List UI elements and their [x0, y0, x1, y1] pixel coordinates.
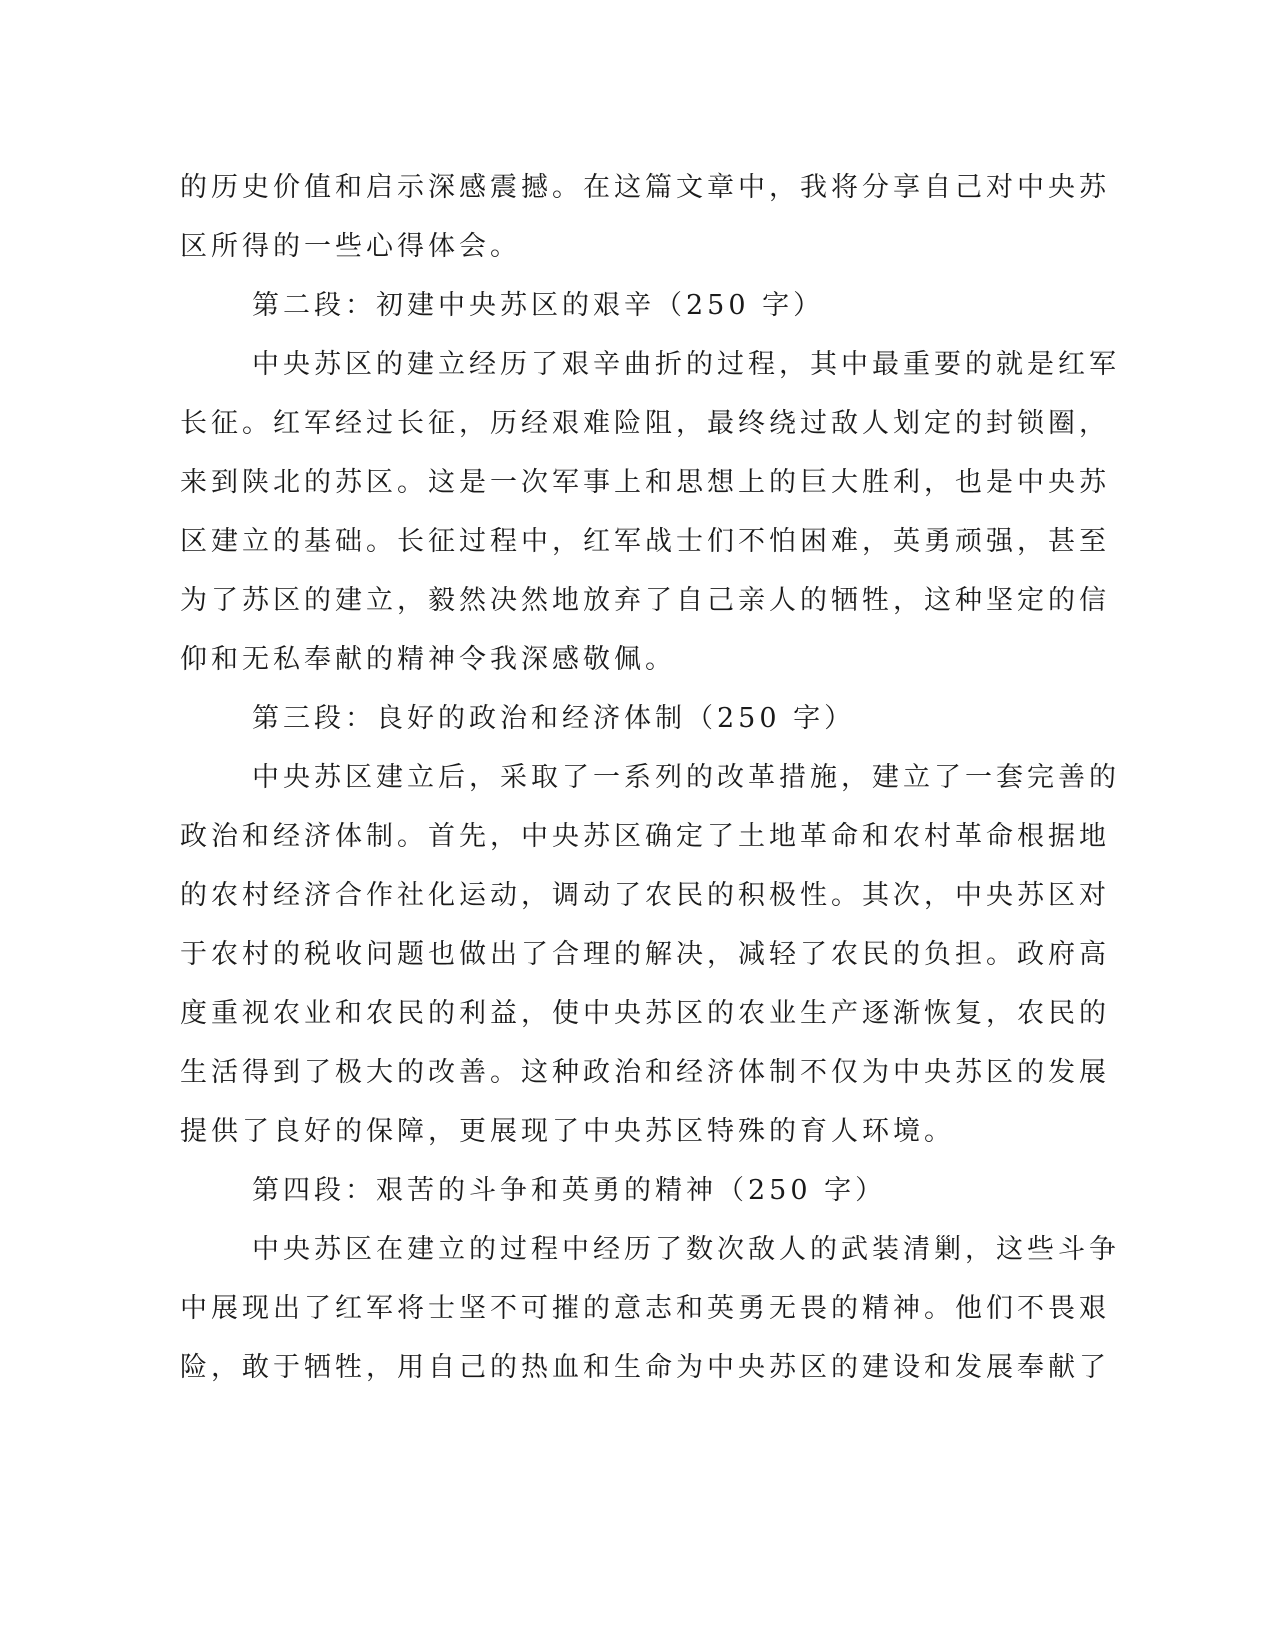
paragraph-line: 度重视农业和农民的利益，使中央苏区的农业生产逐渐恢复，农民的 — [180, 998, 1110, 1029]
paragraph-line: 区所得的一些心得体会。 — [180, 231, 521, 262]
paragraph-line: 来到陕北的苏区。这是一次军事上和思想上的巨大胜利，也是中央苏 — [180, 467, 1110, 498]
paragraph-line: 区建立的基础。长征过程中，红军战士们不怕困难，英勇顽强，甚至 — [180, 526, 1110, 557]
paragraph-line: 为了苏区的建立，毅然决然地放弃了自己亲人的牺牲，这种坚定的信 — [180, 585, 1110, 616]
paragraph-line: 提供了良好的保障，更展现了中央苏区特殊的育人环境。 — [180, 1116, 955, 1147]
paragraph-line: 中央苏区在建立的过程中经历了数次敌人的武装清剿，这些斗争 — [252, 1234, 1120, 1265]
paragraph-line: 长征。红军经过长征，历经艰难险阻，最终绕过敌人划定的封锁圈， — [180, 408, 1110, 439]
paragraph-line: 中央苏区建立后，采取了一系列的改革措施，建立了一套完善的 — [252, 762, 1120, 793]
paragraph-line: 险，敢于牺牲，用自己的热血和生命为中央苏区的建设和发展奉献了 — [180, 1352, 1110, 1383]
paragraph-line: 于农村的税收问题也做出了合理的解决，减轻了农民的负担。政府高 — [180, 939, 1110, 970]
section-heading: 第四段：艰苦的斗争和英勇的精神（250 字） — [252, 1175, 887, 1206]
paragraph-line: 的农村经济合作社化运动，调动了农民的积极性。其次，中央苏区对 — [180, 880, 1110, 911]
paragraph-line: 中展现出了红军将士坚不可摧的意志和英勇无畏的精神。他们不畏艰 — [180, 1293, 1110, 1324]
section-heading: 第二段：初建中央苏区的艰辛（250 字） — [252, 290, 825, 321]
section-heading: 第三段：良好的政治和经济体制（250 字） — [252, 703, 856, 734]
paragraph-line: 政治和经济体制。首先，中央苏区确定了土地革命和农村革命根据地 — [180, 821, 1110, 852]
paragraph-line: 的历史价值和启示深感震撼。在这篇文章中，我将分享自己对中央苏 — [180, 172, 1110, 203]
paragraph-line: 中央苏区的建立经历了艰辛曲折的过程，其中最重要的就是红军 — [252, 349, 1120, 380]
document-page — [180, 158, 1120, 1397]
paragraph-line: 生活得到了极大的改善。这种政治和经济体制不仅为中央苏区的发展 — [180, 1057, 1110, 1088]
paragraph-line: 仰和无私奉献的精神令我深感敬佩。 — [180, 644, 676, 675]
